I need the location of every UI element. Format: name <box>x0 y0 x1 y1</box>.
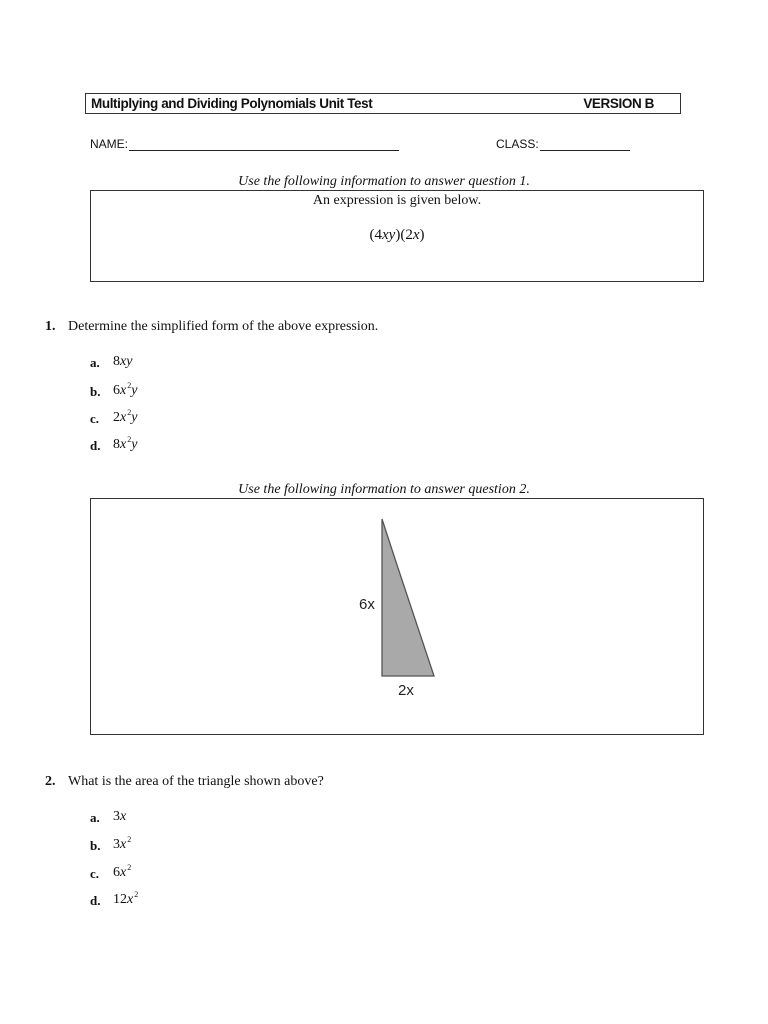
name-field[interactable] <box>90 137 399 151</box>
paren-open: ( <box>369 227 375 243</box>
height-label: 6x <box>359 596 375 613</box>
option-letter: a. <box>90 810 100 825</box>
class-label: CLASS: <box>496 137 539 151</box>
option-letter: b. <box>90 384 101 399</box>
variable: xy <box>382 227 396 243</box>
option-value: $3x^2$ <box>113 835 132 852</box>
option-letter: d. <box>90 438 101 453</box>
option-q1-d[interactable] <box>90 435 138 455</box>
option-letter: d. <box>90 893 101 908</box>
test-title-box <box>85 93 681 114</box>
instruction-q2: Use the following information to answer question 2. <box>238 482 530 497</box>
coefficient: 2 <box>405 227 413 243</box>
info-text: An expression is given below. <box>312 193 482 208</box>
question-text: What is the area of the triangle shown above? <box>68 774 324 789</box>
name-label: NAME: <box>90 137 129 151</box>
option-letter: b. <box>90 838 101 853</box>
test-title: Multiplying and Dividing Polynomials Unit Test <box>91 96 373 111</box>
paren-close: ) <box>419 227 425 243</box>
option-value: $12x^2$ <box>113 890 139 907</box>
paren-close: ) <box>395 227 401 243</box>
info-box-q2 <box>90 498 704 735</box>
question-number: 1. <box>45 319 56 334</box>
name-blank-line[interactable] <box>129 139 399 151</box>
option-q1-c[interactable] <box>90 408 138 428</box>
option-value: 8xy <box>113 354 133 369</box>
option-q1-b[interactable] <box>90 381 138 401</box>
option-value: $6x^2y$ <box>113 381 138 398</box>
option-value: $6x^2$ <box>113 863 132 880</box>
info-box-q1 <box>90 190 704 282</box>
option-q2-a[interactable] <box>90 809 127 827</box>
option-q2-b[interactable] <box>90 835 132 855</box>
question-number: 2. <box>45 774 56 789</box>
option-q1-a[interactable] <box>90 354 133 372</box>
class-blank-line[interactable] <box>540 139 630 151</box>
option-q2-c[interactable] <box>90 863 132 883</box>
paren-open: ( <box>400 227 406 243</box>
question-text: Determine the simplified form of the above expression. <box>68 319 379 334</box>
option-letter: a. <box>90 355 100 370</box>
expression <box>91 227 703 244</box>
option-q2-d[interactable] <box>90 890 139 910</box>
class-field[interactable] <box>496 137 630 151</box>
option-value: $8x^2y$ <box>113 435 138 452</box>
option-value: 3x <box>113 809 127 824</box>
coefficient: 4 <box>374 227 382 243</box>
option-value: $2x^2y$ <box>113 408 138 425</box>
right-triangle <box>382 519 434 676</box>
instruction-q1: Use the following information to answer question 1. <box>238 174 530 189</box>
variable: x <box>412 227 420 243</box>
triangle-figure <box>91 499 703 734</box>
option-letter: c. <box>90 866 100 881</box>
base-label: 2x <box>398 682 414 699</box>
version-label: VERSION B <box>583 96 654 111</box>
option-letter: c. <box>90 411 100 426</box>
